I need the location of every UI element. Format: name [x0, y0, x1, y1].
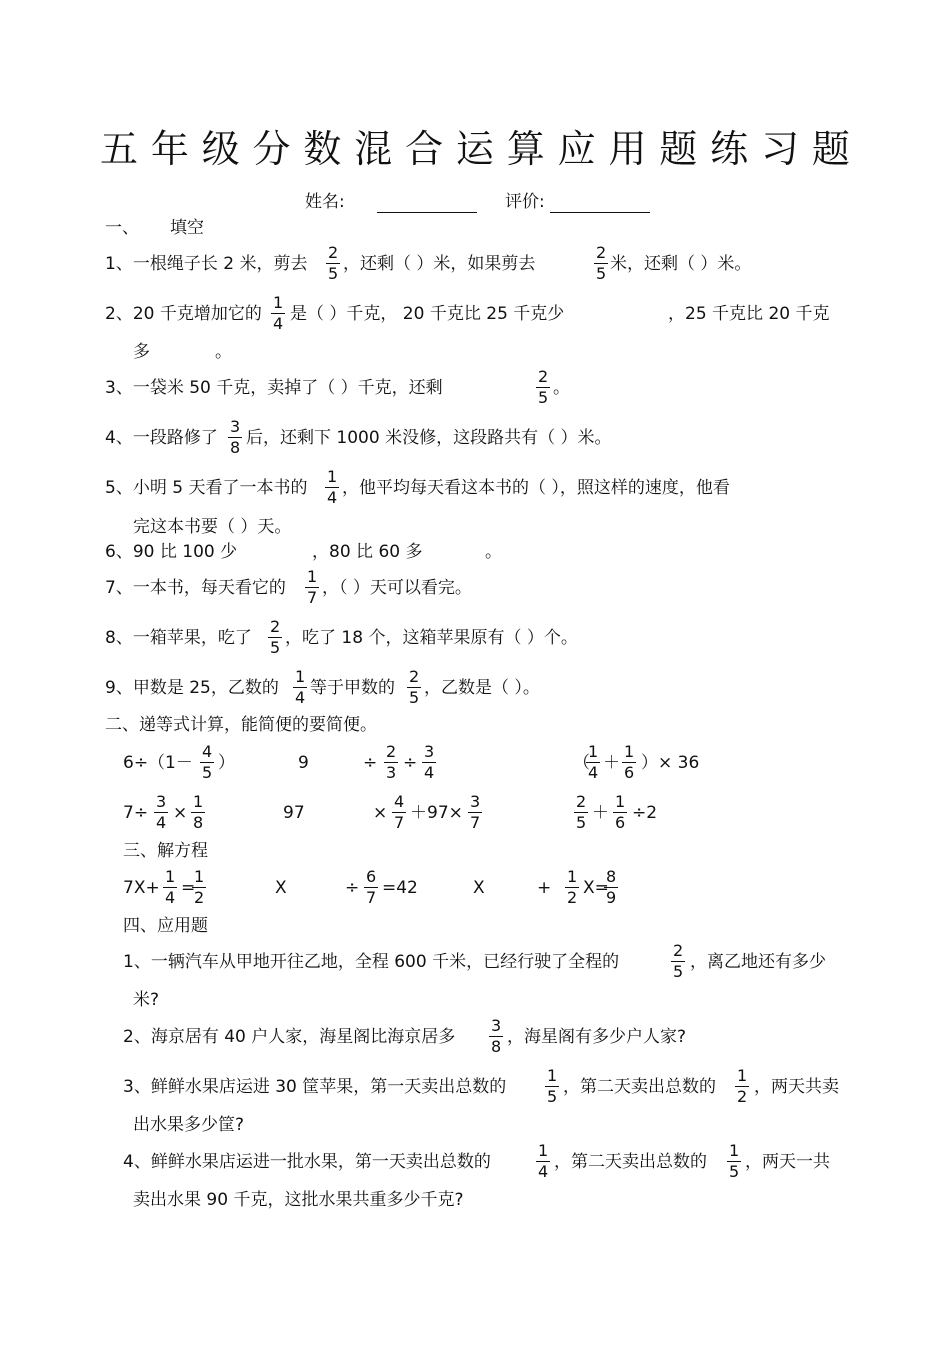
fraction: 2 5 — [576, 792, 587, 832]
fraction: 2 3 — [386, 742, 397, 782]
calc-6-c: ÷2 — [632, 803, 658, 823]
eq-1-a: 7X+ — [123, 878, 160, 898]
eq-3-c: X= — [583, 878, 609, 898]
fraction: 8 9 — [606, 867, 617, 907]
name-blank[interactable] — [377, 212, 477, 213]
calc-4-b: × — [173, 803, 188, 823]
section-3-heading: 三、解方程 — [123, 841, 208, 861]
section-2-heading: 二、递等式计算，能简便的要简便。 — [105, 715, 377, 735]
calc-5-a: 97 — [283, 803, 305, 823]
app-q4-a: 4、鲜鲜水果店运进一批水果，第一天卖出总数的 — [123, 1152, 491, 1172]
title-char: 级 — [201, 126, 240, 171]
calc-6-b: ＋ — [592, 803, 609, 823]
q4-text-a: 4、一段路修了 — [105, 428, 218, 448]
fraction: 1 4 — [588, 742, 599, 782]
eq-2-c: =42 — [382, 878, 418, 898]
app-q4-d: 卖出水果 90 千克，这批水果共重多少千克? — [133, 1190, 464, 1210]
calc-3-b: ＋ — [603, 753, 620, 773]
title-char: 用 — [608, 126, 647, 171]
q8-text-a: 8、一箱苹果，吃了 — [105, 628, 252, 648]
fraction: 3 8 — [491, 1016, 502, 1056]
fraction: 1 8 — [193, 792, 204, 832]
title-char: 数 — [303, 126, 342, 171]
fraction: 2 5 — [270, 617, 281, 657]
q4-text-b: 后，还剩下 1000 米没修，这段路共有（ ）米。 — [246, 428, 612, 448]
app-q1-a: 1、一辆汽车从甲地开往乙地，全程 600 千米，已经行驶了全程的 — [123, 952, 620, 972]
calc-2-b: ÷ — [363, 753, 378, 773]
calc-4-a: 7÷ — [123, 803, 149, 823]
fraction: 1 4 — [273, 293, 284, 333]
q7-text-b: ，（ ）天可以看完。 — [322, 578, 472, 598]
fraction: 1 4 — [165, 867, 176, 907]
app-q4-b: ，第二天卖出总数的 — [554, 1152, 707, 1172]
eq-3-b: + — [537, 878, 552, 898]
score-blank[interactable] — [550, 212, 650, 213]
q3-text-b: 。 — [553, 378, 570, 398]
fraction: 3 7 — [470, 792, 481, 832]
section-1-heading: 填空 — [170, 218, 204, 238]
fraction: 1 6 — [615, 792, 626, 832]
fraction: 2 5 — [673, 941, 684, 981]
section-1-number: 一、 — [105, 218, 139, 238]
q5-text-a: 5、小明 5 天看了一本书的 — [105, 478, 308, 498]
fraction: 1 4 — [538, 1141, 549, 1181]
title-char: 习 — [760, 126, 799, 171]
q8-text-b: ，吃了 18 个，这箱苹果原有（ ）个。 — [285, 628, 578, 648]
q9-text-a: 9、甲数是 25，乙数的 — [105, 678, 279, 698]
calc-1-a: 6÷（1－ — [123, 753, 193, 773]
fraction: 1 2 — [567, 867, 578, 907]
q1-text-c: 米，还剩（ ）米。 — [610, 254, 752, 274]
app-q3-a: 3、鲜鲜水果店运进 30 筐苹果，第一天卖出总数的 — [123, 1077, 507, 1097]
title-char: 混 — [354, 126, 393, 171]
title-char: 运 — [455, 126, 494, 171]
app-q1-c: 米? — [133, 990, 160, 1010]
q2-text-b: 是（ ）千克， 20 千克比 25 千克少 — [290, 304, 565, 324]
fraction: 1 7 — [307, 567, 318, 607]
app-q3-c: ，两天共卖 — [754, 1077, 839, 1097]
title-char: 五 — [100, 126, 139, 171]
fraction: 3 4 — [424, 742, 435, 782]
calc-1-b: ） — [218, 753, 235, 773]
fraction: 2 5 — [328, 243, 339, 283]
title-char: 分 — [252, 126, 291, 171]
fraction: 1 4 — [295, 667, 306, 707]
q2-text-a: 2、20 千克增加它的 — [105, 304, 262, 324]
app-q1-b: ，离乙地还有多少 — [690, 952, 826, 972]
eq-1-b: = — [181, 878, 196, 898]
fraction: 3 4 — [156, 792, 167, 832]
fraction: 1 4 — [327, 467, 338, 507]
eq-3-a: X — [473, 878, 485, 898]
calc-5-c: ＋97× — [410, 803, 463, 823]
q1-text-b: ，还剩（ ）米，如果剪去 — [343, 254, 536, 274]
q9-text-b: 等于甲数的 — [310, 678, 395, 698]
fraction: 3 8 — [230, 417, 241, 457]
app-q2-b: ，海星阁有多少户人家? — [507, 1027, 687, 1047]
fraction: 2 5 — [409, 667, 420, 707]
title-char: 题 — [659, 126, 698, 171]
fraction: 6 7 — [366, 867, 377, 907]
calc-2-c: ÷ — [403, 753, 418, 773]
q2-text-d: 多 — [133, 342, 150, 362]
q2-text-c: ，25 千克比 20 千克 — [668, 304, 830, 324]
q5-text-b: ，他平均每天看这本书的（ ），照这样的速度，他看 — [342, 478, 730, 498]
app-q4-c: ，两天一共 — [745, 1152, 830, 1172]
section-4-heading: 四、应用题 — [123, 916, 208, 936]
calc-3-c: ）× 36 — [641, 753, 700, 773]
title-char: 算 — [506, 126, 545, 171]
q1-text-a: 1、一根绳子长 2 米，剪去 — [105, 254, 308, 274]
eq-2-a: X — [275, 878, 287, 898]
q6-text-c: 。 — [485, 542, 502, 562]
fraction: 1 2 — [737, 1066, 748, 1106]
title-char: 应 — [557, 126, 596, 171]
app-q2-a: 2、海京居有 40 户人家，海星阁比海京居多 — [123, 1027, 456, 1047]
fraction: 1 6 — [624, 742, 635, 782]
name-label: 姓名: — [305, 192, 345, 212]
fraction: 1 2 — [194, 867, 205, 907]
q2-text-e: 。 — [215, 342, 232, 362]
fraction: 2 5 — [596, 243, 607, 283]
q6-text-b: ，80 比 60 多 — [312, 542, 423, 562]
q5-text-c: 完这本书要（ ）天。 — [133, 517, 292, 537]
calc-5-b: × — [373, 803, 388, 823]
calc-3-a: （ — [573, 753, 590, 773]
title-char: 练 — [710, 126, 749, 171]
fraction: 4 7 — [394, 792, 405, 832]
title-char: 合 — [405, 126, 444, 171]
q6-text-a: 6、90 比 100 少 — [105, 542, 238, 562]
score-label: 评价: — [505, 192, 545, 212]
app-q3-b: ，第二天卖出总数的 — [563, 1077, 716, 1097]
title-char: 题 — [811, 126, 850, 171]
fraction: 1 5 — [547, 1066, 558, 1106]
eq-2-b: ÷ — [345, 878, 360, 898]
calc-2-a: 9 — [298, 753, 309, 773]
q7-text-a: 7、一本书，每天看它的 — [105, 578, 286, 598]
app-q3-d: 出水果多少筐? — [133, 1115, 245, 1135]
q9-text-c: ，乙数是（ ）。 — [424, 678, 540, 698]
page-title — [100, 120, 850, 170]
fraction: 1 5 — [729, 1141, 740, 1181]
title-char: 年 — [150, 126, 189, 171]
q3-text-a: 3、一袋米 50 千克，卖掉了（ ）千克，还剩 — [105, 378, 443, 398]
fraction: 2 5 — [538, 367, 549, 407]
fraction: 4 5 — [202, 742, 213, 782]
